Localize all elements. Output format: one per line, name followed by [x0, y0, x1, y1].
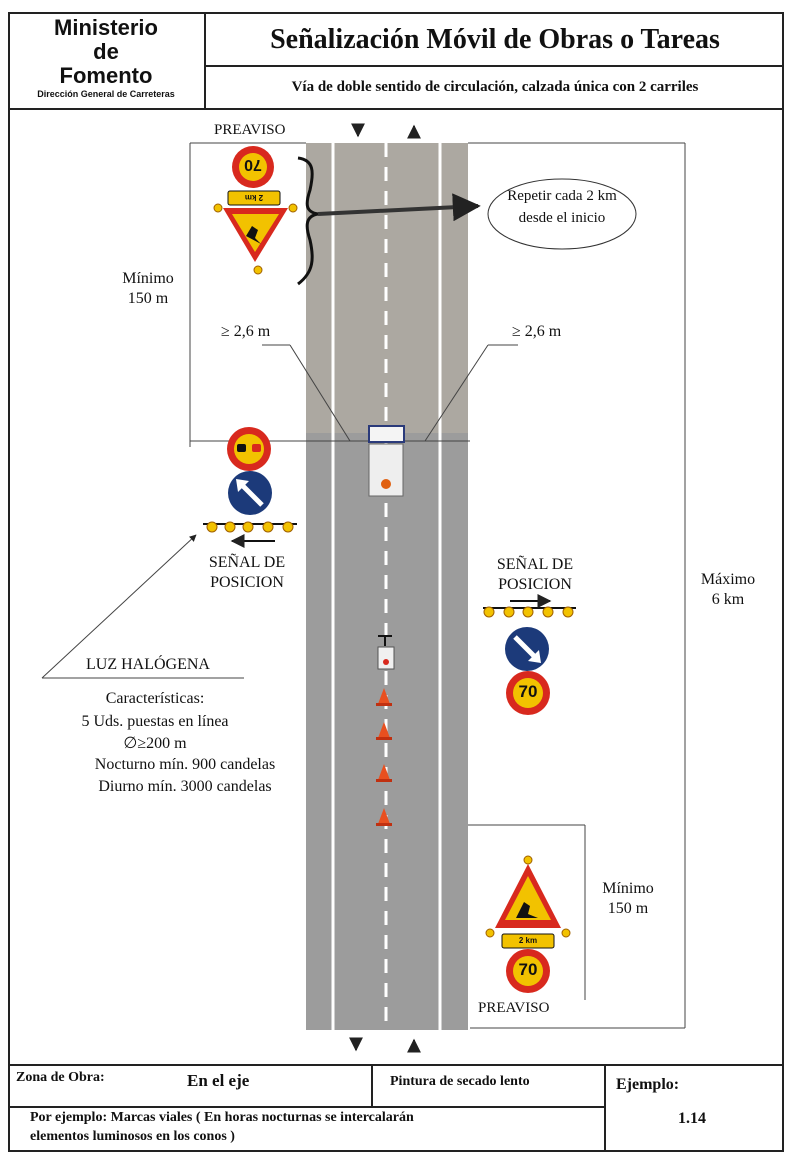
halogen-bar-right — [483, 601, 576, 617]
pintura-label: Pintura de secado lento — [390, 1074, 530, 1089]
roadwork-sign-top — [223, 208, 288, 262]
speed-value-top: 70 — [244, 156, 262, 173]
spec-line4: Diurno mín. 3000 candelas — [98, 778, 272, 795]
repeat-line2: desde el inicio — [518, 210, 606, 226]
zona-label: Zona de Obra: — [16, 1070, 105, 1085]
caracteristicas-label: Características: — [105, 690, 205, 707]
spec-line2: ∅≥200 m — [123, 735, 187, 752]
ejemplo-label: Ejemplo: — [616, 1076, 680, 1093]
repeat-line1: Repetir cada 2 km — [507, 188, 617, 204]
no-overtaking-sign — [227, 427, 271, 471]
speed-value-bottom: 70 — [518, 960, 538, 979]
posicion-right-line2: POSICION — [498, 576, 572, 593]
org-line2: de — [93, 39, 119, 64]
org-line1: Ministerio — [54, 15, 158, 40]
org-line3: Fomento — [59, 63, 153, 88]
width-left-label: ≥ 2,6 m — [221, 323, 271, 340]
min-bottom-line1: Mínimo — [602, 880, 654, 897]
max-line2: 6 km — [711, 591, 745, 608]
plate-text-bottom: 2 km — [518, 936, 538, 945]
zona-value: En el eje — [187, 1071, 250, 1090]
preaviso-top-label: PREAVISO — [214, 122, 286, 138]
keep-left-sign — [228, 471, 272, 515]
luz-title: LUZ HALÓGENA — [86, 656, 210, 673]
min-top-line1: Mínimo — [122, 270, 174, 287]
min-bottom-line2: 150 m — [607, 900, 649, 917]
keep-right-sign — [505, 627, 549, 671]
ejemplo-value: 1.14 — [678, 1110, 706, 1127]
halogen-bar-left — [203, 522, 297, 541]
speed-value-right: 70 — [518, 682, 538, 701]
posicion-left-line1: SEÑAL DE — [208, 554, 286, 571]
org-sub: Dirección General de Carreteras — [37, 89, 175, 99]
work-truck — [369, 426, 404, 496]
nota-line1: Por ejemplo: Marcas viales ( En horas nocturnas se intercalarán — [30, 1110, 414, 1125]
preaviso-bottom-label: PREAVISO — [478, 1000, 550, 1016]
nota-line2: elementos luminosos en los conos ) — [30, 1129, 235, 1144]
min-top-line2: 150 m — [127, 290, 169, 307]
max-line1: Máximo — [700, 571, 756, 588]
posicion-left-line2: POSICION — [210, 574, 284, 591]
spec-line1: 5 Uds. puestas en línea — [81, 713, 229, 730]
roadwork-sign-bottom — [486, 856, 570, 937]
page-subtitle: Vía de doble sentido de circulación, calzada única con 2 carriles — [206, 67, 784, 110]
page-title: Señalización Móvil de Obras o Tareas — [206, 12, 784, 67]
width-right-label: ≥ 2,6 m — [512, 323, 562, 340]
spec-line3: Nocturno mín. 900 candelas — [94, 756, 276, 773]
plate-text-top: 2 km — [244, 193, 264, 202]
posicion-right-line1: SEÑAL DE — [496, 556, 574, 573]
